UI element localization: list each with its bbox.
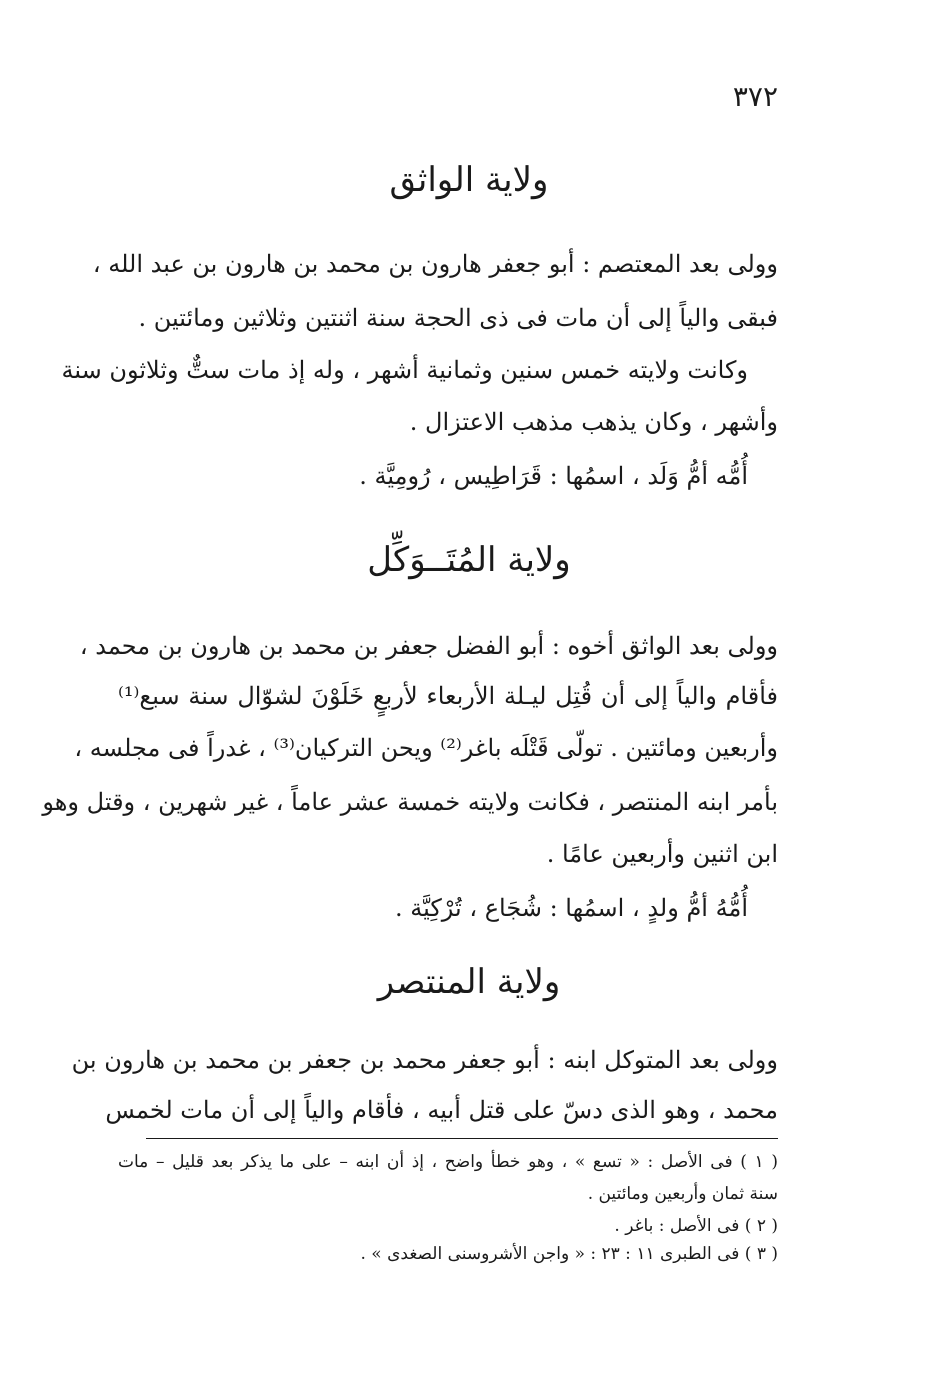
text-line: أُمُّهُ أمُّ ولدٍ ، اسمُها : شُجَاع ، تُرْكِيَّة .	[394, 894, 748, 922]
footnote-2: ( ٢ ) فى الأصل : باغر .	[614, 1216, 778, 1236]
text-line: أُمُّه أمُّ وَلَد ، اسمُها : قَرَاطِيس ، رُومِيَّة .	[359, 462, 748, 490]
text-line: وأربعين ومائتين . تولّى قَتْلَه باغر⁽²⁾ ويحن التركيان⁽³⁾ ، غدراً فى مجلسه ،	[74, 734, 778, 762]
text-line: بأمر ابنه المنتصر ، فكانت ولايته خمسة عشر عاماً ، غير شهرين ، وقتل وهو	[42, 788, 778, 816]
page-number: ٣٧٢	[732, 80, 778, 113]
text-line: فبقى والياً إلى أن مات فى ذى الحجة سنة اثنتين وثلاثين ومائتين .	[138, 304, 778, 332]
text-line: وولى بعد المعتصم : أبو جعفر هارون بن محمد بن هارون بن عبد الله ،	[92, 250, 778, 278]
text-line: ابن اثنين وأربعين عامًا .	[546, 840, 778, 868]
section-heading-muntasir: ولاية المنتصر	[377, 962, 561, 1002]
footnote-3: ( ٣ ) فى الطبرى ١١ : ٢٣ : « واجن الأشروسنى الصغدى » .	[360, 1244, 778, 1264]
text-line: وأشهر ، وكان يذهب مذهب الاعتزال .	[409, 408, 778, 436]
footnote-divider	[146, 1138, 778, 1139]
text-line: وولى بعد الواثق أخوه : أبو الفضل جعفر بن محمد بن هارون بن محمد ،	[79, 632, 778, 660]
text-line: فأقام والياً إلى أن قُتِل ليـلة الأربعاء لأربعٍ خَلَوْنَ لشوّال سنة سبع⁽¹⁾	[118, 682, 778, 710]
section-heading-mutawakkil: ولاية المُتَــوَكِّل	[367, 540, 571, 580]
text-line: محمد ، وهو الذى دسّ على قتل أبيه ، فأقام والياً إلى أن مات لخمس	[105, 1096, 778, 1124]
footnote-1: ( ١ ) فى الأصل : « تسع » ، وهو خطأ واضح ، إذ أن ابنه – على ما يذكر بعد قليل – مات	[118, 1152, 778, 1172]
footnote-1-continued: سنة ثمان وأربعين ومائتين .	[587, 1184, 778, 1204]
text-line: وولى بعد المتوكل ابنه : أبو جعفر محمد بن جعفر بن محمد بن هارون بن	[71, 1046, 778, 1074]
text-line: وكانت ولايته خمس سنين وثمانية أشهر ، وله إذ مات ستٌّ وثلاثون سنة	[61, 356, 748, 384]
section-heading-wathiq: ولاية الواثق	[389, 160, 549, 200]
